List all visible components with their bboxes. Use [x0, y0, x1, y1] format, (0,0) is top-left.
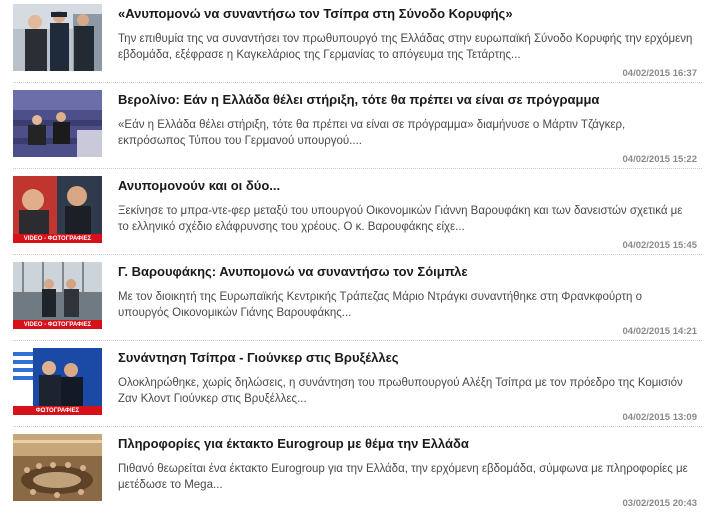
article-date: 04/02/2015 15:45 — [622, 240, 697, 251]
article-summary: «Εάν η Ελλάδα θέλει στήριξη, τότε θα πρέπει να είναι σε πρόγραμμα» διαμήνυσε ο Μάρτιν Τζάγκερ, εκπρόσωπος Τύπου του Γερμανού υπουργού.... — [118, 119, 626, 147]
article-summary: Ολοκληρώθηκε, χωρίς δηλώσεις, η συνάντηση του πρωθυπουργού Αλέξη Τσίπρα με τον πρόεδρο της Κομισιόν Ζαν Κλοντ Γιούνκερ στις Βρυξέλλες... — [118, 377, 683, 405]
article-date: 04/02/2015 15:22 — [622, 154, 697, 165]
divider — [13, 340, 702, 341]
article-thumbnail[interactable] — [13, 176, 102, 243]
article-headline[interactable]: Συνάντηση Τσίπρα - Γιούνκερ στις Βρυξέλλες — [118, 350, 399, 365]
divider — [13, 426, 702, 427]
article-thumbnail[interactable] — [13, 348, 102, 415]
article-headline[interactable]: Βερολίνο: Εάν η Ελλάδα θέλει στήριξη, τότε θα πρέπει να είναι σε πρόγραμμα — [118, 92, 600, 107]
article-thumbnail[interactable] — [13, 4, 102, 71]
list-item — [0, 344, 716, 430]
list-item — [0, 430, 716, 516]
list-item — [0, 258, 716, 344]
article-headline[interactable]: Γ. Βαρουφάκης: Ανυπομονώ να συναντήσω τον Σόιμπλε — [118, 264, 468, 279]
divider — [13, 254, 702, 255]
article-date: 03/02/2015 20:43 — [622, 498, 697, 509]
article-headline[interactable]: Πληροφορίες για έκτακτο Eurogroup με θέμα την Ελλάδα — [118, 436, 469, 451]
list-item — [0, 0, 716, 86]
article-summary: Με τον διοικητή της Ευρωπαϊκής Κεντρικής Τράπεζας Μάριο Ντράγκι συναντήθηκε στη Φρανκφούρτη ο υπουργός Οικονομικών Γιάνης Βαρουφάκης... — [118, 291, 643, 319]
divider — [13, 168, 702, 169]
article-date: 04/02/2015 13:09 — [622, 412, 697, 423]
article-headline[interactable]: «Ανυπομονώ να συναντήσω τον Τσίπρα στη Σύνοδο Κορυφής» — [118, 6, 513, 21]
media-badge: ΦΩΤΟΓΡΑΦΙΕΣ — [35, 408, 80, 414]
divider — [13, 82, 702, 83]
media-badge: VIDEO - ΦΩΤΟΓΡΑΦΙΕΣ — [23, 236, 92, 242]
article-headline[interactable]: Ανυπομονούν και οι δύο... — [118, 178, 281, 193]
list-item — [0, 86, 716, 172]
article-summary: Πιθανό θεωρείται ένα έκτακτο Eurogroup για την Ελλάδα, την ερχόμενη εβδομάδα, σύμφωνα με πληροφορίες με μετέδωσε το Mega... — [118, 463, 688, 491]
media-badge: VIDEO - ΦΩΤΟΓΡΑΦΙΕΣ — [23, 322, 92, 328]
article-summary: Την επιθυμία της να συναντήσει τον πρωθυπουργό της Ελλάδας στην ευρωπαϊκή Σύνοδο Κορυφής την ερχόμενη εβδομάδα, εξέφρασε η Καγκελάριος της Γερμανίας το απόγευμα της Τετάρτης... — [118, 33, 693, 61]
article-thumbnail[interactable] — [13, 262, 102, 329]
article-thumbnail[interactable] — [13, 90, 102, 157]
article-date: 04/02/2015 16:37 — [622, 68, 697, 79]
article-summary: Ξεκίνησε το μπρα-ντε-φερ μεταξύ του υπουργού Οικονομικών Γιάννη Βαρουφάκη και των δανειστών σχετικά με το ελληνικό σχέδιο ελάφρυνσης του χρέους. Ο κ. Βαρουφάκης είχε... — [118, 205, 683, 233]
article-thumbnail[interactable] — [13, 434, 102, 501]
list-item — [0, 172, 716, 258]
article-date: 04/02/2015 14:21 — [622, 326, 697, 337]
